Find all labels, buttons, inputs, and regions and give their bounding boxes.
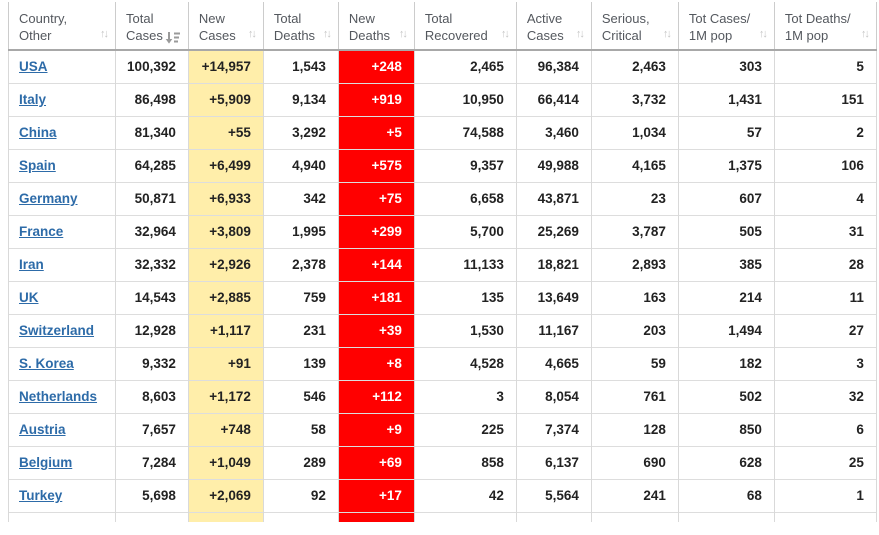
cell-new_deaths [338,512,414,522]
cell-total_recovered: 2,465 [414,50,516,83]
cell-serious_critical: 3,732 [591,83,678,116]
cell-new_deaths: +17 [338,479,414,512]
table-row [9,215,877,248]
country-link[interactable]: Germany [19,191,78,206]
cell-new_deaths: +144 [338,248,414,281]
cell-active_cases: 7,374 [516,413,591,446]
cell-total_recovered: 858 [414,446,516,479]
cell-tot_cases_1m_pop: 385 [678,248,774,281]
cell-total_deaths: 3,292 [263,116,338,149]
cell-total_cases: 32,964 [116,215,189,248]
up-down-arrows-icon[interactable]: ↑↓ [322,28,330,40]
cell-new_cases: +14,957 [188,50,263,83]
cell-tot_deaths_1m_pop: 2 [774,116,876,149]
cell-active_cases: 4,665 [516,347,591,380]
cell-total_cases: 64,285 [116,149,189,182]
cell-serious_critical: 23 [591,182,678,215]
cell-tot_cases_1m_pop: 303 [678,50,774,83]
column-header-total_recovered[interactable] [414,2,516,50]
cell-country [9,479,116,512]
cell-new_cases: +91 [188,347,263,380]
cell-serious_critical: 128 [591,413,678,446]
column-header-total_cases[interactable] [116,2,189,50]
cell-new_cases: +2,926 [188,248,263,281]
cell-tot_deaths_1m_pop: 3 [774,347,876,380]
cell-new_cases: +748 [188,413,263,446]
cell-total_recovered [414,512,516,522]
cell-total_deaths: 231 [263,314,338,347]
cell-new_deaths: +575 [338,149,414,182]
cell-total_recovered: 1,530 [414,314,516,347]
cell-total_cases: 12,928 [116,314,189,347]
cell-total_recovered: 10,950 [414,83,516,116]
cell-serious_critical: 690 [591,446,678,479]
cell-tot_cases_1m_pop [678,512,774,522]
cell-total_cases: 86,498 [116,83,189,116]
table-row [9,116,877,149]
cell-total_deaths: 289 [263,446,338,479]
cell-country [9,314,116,347]
cell-active_cases: 18,821 [516,248,591,281]
table-row [9,479,877,512]
cell-tot_deaths_1m_pop: 27 [774,314,876,347]
cell-tot_deaths_1m_pop: 25 [774,446,876,479]
cell-total_cases: 8,603 [116,380,189,413]
country-link[interactable]: UK [19,290,39,305]
cell-active_cases: 6,137 [516,446,591,479]
cell-tot_deaths_1m_pop: 31 [774,215,876,248]
country-link[interactable]: Belgium [19,455,73,470]
up-down-arrows-icon[interactable]: ↑↓ [100,28,107,40]
cell-serious_critical: 241 [591,479,678,512]
cell-new_deaths: +248 [338,50,414,83]
cell-total_cases [116,512,189,522]
cell-tot_cases_1m_pop: 1,494 [678,314,774,347]
cell-tot_cases_1m_pop: 57 [678,116,774,149]
cell-new_deaths: +299 [338,215,414,248]
cell-new_cases: +1,172 [188,380,263,413]
column-header-serious_critical[interactable] [591,2,678,50]
cell-active_cases: 13,649 [516,281,591,314]
cell-total_cases: 5,698 [116,479,189,512]
cell-new_deaths: +919 [338,83,414,116]
column-header-label: Serious, Critical [601,11,650,43]
cell-tot_cases_1m_pop: 1,431 [678,83,774,116]
country-link[interactable]: Turkey [19,488,63,503]
cell-tot_cases_1m_pop: 505 [678,215,774,248]
column-header-label: Country, Other [19,11,68,43]
cell-serious_critical [591,512,678,522]
column-header-active_cases[interactable] [516,2,591,50]
column-header-label: Total Deaths [273,11,316,43]
sort-descending-icon[interactable] [165,32,182,44]
cell-serious_critical: 3,787 [591,215,678,248]
cell-new_cases: +6,933 [188,182,263,215]
country-link[interactable]: S. Korea [19,356,74,371]
cell-total_cases: 50,871 [116,182,189,215]
column-header-label: Total Recovered [424,11,488,43]
table-row [9,347,877,380]
cell-tot_cases_1m_pop: 850 [678,413,774,446]
column-header-country[interactable] [9,2,116,50]
table-row [9,413,877,446]
covid-stats-table [8,2,877,522]
cell-total_recovered: 4,528 [414,347,516,380]
cell-tot_deaths_1m_pop: 4 [774,182,876,215]
table-row-partial [9,512,877,522]
cell-total_deaths: 139 [263,347,338,380]
country-link[interactable]: Italy [19,92,47,107]
cell-total_recovered: 5,700 [414,215,516,248]
cell-tot_deaths_1m_pop: 5 [774,50,876,83]
cell-new_deaths: +8 [338,347,414,380]
cell-new_deaths: +181 [338,281,414,314]
table-body [9,50,877,522]
cell-tot_cases_1m_pop: 182 [678,347,774,380]
country-link[interactable]: Austria [19,422,66,437]
cell-total_cases: 7,284 [116,446,189,479]
cell-serious_critical: 59 [591,347,678,380]
cell-country [9,281,116,314]
column-header-label: Tot Deaths/ 1M pop [784,11,851,43]
cell-total_recovered: 6,658 [414,182,516,215]
cell-active_cases: 8,054 [516,380,591,413]
up-down-arrows-icon[interactable]: ↑↓ [247,28,255,40]
cell-serious_critical: 1,034 [591,116,678,149]
cell-total_deaths: 92 [263,479,338,512]
cell-tot_cases_1m_pop: 607 [678,182,774,215]
column-header-label: Tot Cases/ 1M pop [688,11,751,43]
cell-new_deaths: +9 [338,413,414,446]
cell-active_cases: 49,988 [516,149,591,182]
cell-active_cases: 25,269 [516,215,591,248]
country-link[interactable]: Netherlands [19,389,98,404]
cell-serious_critical: 2,893 [591,248,678,281]
cell-country [9,413,116,446]
column-header-label: New Deaths [348,11,391,43]
column-header-new_cases[interactable] [188,2,263,50]
cell-total_cases: 9,332 [116,347,189,380]
cell-total_cases: 14,543 [116,281,189,314]
column-header-label: Total Cases [126,11,163,43]
cell-new_cases: +1,117 [188,314,263,347]
cell-new_deaths: +5 [338,116,414,149]
cell-new_cases: +55 [188,116,263,149]
cell-tot_deaths_1m_pop: 106 [774,149,876,182]
table-row [9,446,877,479]
cell-new_cases: +5,909 [188,83,263,116]
cell-country [9,116,116,149]
country-link[interactable]: Iran [19,257,44,272]
cell-country [9,149,116,182]
column-header-tot_deaths_1m_pop[interactable] [774,2,876,50]
column-header-label: New Cases [198,11,236,43]
cell-active_cases: 3,460 [516,116,591,149]
cell-total_recovered: 74,588 [414,116,516,149]
cell-new_cases: +6,499 [188,149,263,182]
cell-total_deaths: 759 [263,281,338,314]
cell-tot_deaths_1m_pop [774,512,876,522]
cell-new_cases: +2,069 [188,479,263,512]
column-header-total_deaths[interactable] [263,2,338,50]
column-header-label: Active Cases [526,11,564,43]
cell-serious_critical: 163 [591,281,678,314]
cell-total_recovered: 9,357 [414,149,516,182]
cell-new_deaths: +75 [338,182,414,215]
cell-country [9,182,116,215]
cell-country [9,83,116,116]
table-row [9,50,877,83]
country-link[interactable]: Switzerland [19,323,95,338]
cell-total_recovered: 135 [414,281,516,314]
column-header-new_deaths[interactable] [338,2,414,50]
cell-country [9,446,116,479]
up-down-arrows-icon[interactable]: ↑↓ [500,28,508,40]
cell-tot_cases_1m_pop: 68 [678,479,774,512]
table-row [9,281,877,314]
cell-total_cases: 7,657 [116,413,189,446]
cell-total_deaths: 546 [263,380,338,413]
up-down-arrows-icon[interactable]: ↑↓ [860,28,868,40]
country-link[interactable]: Spain [19,158,56,173]
cell-tot_cases_1m_pop: 1,375 [678,149,774,182]
column-header-tot_cases_1m_pop[interactable] [678,2,774,50]
cell-tot_deaths_1m_pop: 6 [774,413,876,446]
cell-country [9,215,116,248]
cell-serious_critical: 203 [591,314,678,347]
cell-country [9,512,116,522]
cell-active_cases: 66,414 [516,83,591,116]
up-down-arrows-icon[interactable]: ↑↓ [662,28,670,40]
cell-total_cases: 100,392 [116,50,189,83]
cell-active_cases [516,512,591,522]
cell-active_cases: 96,384 [516,50,591,83]
cell-serious_critical: 761 [591,380,678,413]
cell-tot_deaths_1m_pop: 151 [774,83,876,116]
cell-total_deaths: 4,940 [263,149,338,182]
cell-tot_deaths_1m_pop: 28 [774,248,876,281]
cell-new_cases: +2,885 [188,281,263,314]
cell-tot_deaths_1m_pop: 11 [774,281,876,314]
cell-total_recovered: 11,133 [414,248,516,281]
table-row [9,149,877,182]
country-link[interactable]: USA [19,59,48,75]
table-row [9,314,877,347]
cell-tot_deaths_1m_pop: 1 [774,479,876,512]
cell-total_deaths: 58 [263,413,338,446]
table-row [9,248,877,281]
cell-country [9,380,116,413]
cell-total_cases: 81,340 [116,116,189,149]
cell-new_cases: +3,809 [188,215,263,248]
cell-tot_deaths_1m_pop: 32 [774,380,876,413]
cell-total_deaths: 1,995 [263,215,338,248]
cell-tot_cases_1m_pop: 214 [678,281,774,314]
cell-tot_cases_1m_pop: 502 [678,380,774,413]
table-row [9,380,877,413]
country-link[interactable]: France [19,224,64,239]
up-down-arrows-icon[interactable]: ↑↓ [575,28,583,40]
country-link[interactable]: China [19,125,57,140]
cell-serious_critical: 2,463 [591,50,678,83]
cell-country [9,248,116,281]
cell-country [9,50,116,83]
cell-total_deaths: 342 [263,182,338,215]
cell-total_recovered: 3 [414,380,516,413]
cell-total_deaths: 9,134 [263,83,338,116]
cell-country [9,347,116,380]
cell-serious_critical: 4,165 [591,149,678,182]
cell-total_recovered: 225 [414,413,516,446]
cell-tot_cases_1m_pop: 628 [678,446,774,479]
cell-new_cases: +1,049 [188,446,263,479]
table-row [9,83,877,116]
header-row [9,2,877,50]
cell-total_cases: 32,332 [116,248,189,281]
cell-total_recovered: 42 [414,479,516,512]
cell-active_cases: 5,564 [516,479,591,512]
cell-new_deaths: +39 [338,314,414,347]
cell-total_deaths [263,512,338,522]
cell-active_cases: 43,871 [516,182,591,215]
cell-new_deaths: +69 [338,446,414,479]
cell-total_deaths: 2,378 [263,248,338,281]
up-down-arrows-icon[interactable]: ↑↓ [398,28,406,40]
cell-active_cases: 11,167 [516,314,591,347]
cell-new_cases [188,512,263,522]
cell-total_deaths: 1,543 [263,50,338,83]
up-down-arrows-icon[interactable]: ↑↓ [758,28,766,40]
table-row [9,182,877,215]
cell-new_deaths: +112 [338,380,414,413]
